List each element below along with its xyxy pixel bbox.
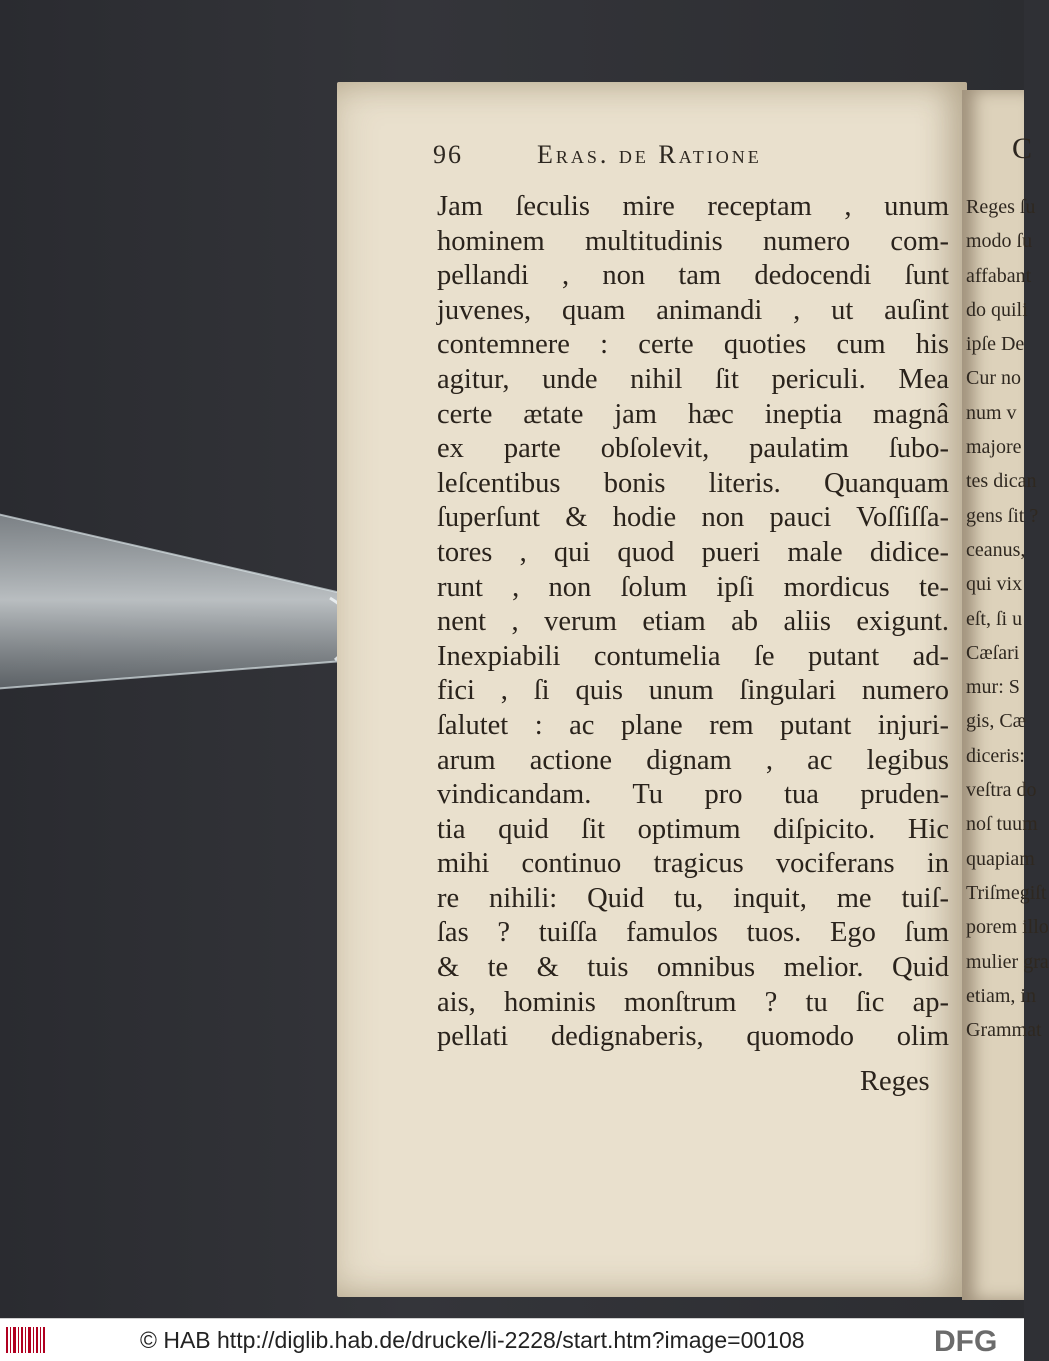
- running-head-title: Eras. de Ratione: [537, 140, 762, 169]
- facing-text-line: noſ tuum: [966, 813, 1038, 836]
- facing-text-line: ipſe De: [966, 333, 1025, 356]
- text-line: leſcentibus bonis literis. Quanquam: [437, 467, 949, 499]
- text-line: contemnere : certe quoties cum his: [437, 329, 949, 361]
- text-line: juvenes, quam animandi , ut auſint: [437, 294, 949, 326]
- facing-text-line: Cur no: [966, 367, 1021, 390]
- text-line: ſalutet : ac plane rem putant injuri-: [437, 709, 949, 741]
- facing-text-line: ceanus,: [966, 538, 1026, 561]
- text-line: ex parte obſolevit, paulatim ſubo-: [437, 433, 949, 465]
- text-line: Inexpiabili contumelia ſe putant ad-: [437, 640, 949, 672]
- dfg-logo: [932, 1325, 1018, 1358]
- facing-text-line: tes dican: [966, 470, 1037, 493]
- facing-text-line: porem illo: [966, 916, 1049, 939]
- text-line: arum actione dignam , ac legibus: [437, 744, 949, 776]
- facing-page-text: [966, 190, 1049, 1047]
- text-line: vindicandam. Tu pro tua pruden-: [437, 779, 949, 811]
- facing-text-line: gis, Cæ: [966, 710, 1027, 733]
- text-line: mihi continuo tragicus vociferans in: [437, 848, 949, 880]
- footer-bar: [0, 1318, 1024, 1361]
- barcode-icon: [6, 1325, 46, 1355]
- catchword: Reges: [860, 1066, 930, 1097]
- text-line: ſas ? tuiſſa famulos tuos. Ego ſum: [437, 917, 949, 949]
- facing-text-line: Cæſari: [966, 641, 1020, 664]
- facing-text-line: mur: S: [966, 676, 1020, 699]
- facing-text-line: Grammat: [966, 1019, 1042, 1042]
- text-line: hominem multitudinis numero com-: [437, 225, 949, 257]
- facing-text-line: mulier gra: [966, 950, 1049, 973]
- text-line: & te & tuis omnibus melior. Quid: [437, 952, 949, 984]
- text-line: Jam ſeculis mire receptam , unum: [437, 191, 949, 222]
- facing-text-line: num v: [966, 401, 1017, 424]
- facing-text-line: modo ſu: [966, 230, 1033, 253]
- facing-text-line: do quili: [966, 298, 1028, 321]
- facing-text-line: gens ſit ?: [966, 504, 1039, 527]
- text-line: ſuperſunt & hodie non pauci Voſſiſſa-: [437, 502, 949, 534]
- text-line: fici , ſi quis unum ſingulari numero: [437, 675, 949, 707]
- facing-page-head: C: [1012, 132, 1033, 165]
- text-line: nent , verum etiam ab aliis exigunt.: [437, 606, 949, 638]
- copyright-link[interactable]: © HAB http://diglib.hab.de/drucke/li-2228/start.htm?image=00108: [140, 1327, 805, 1353]
- facing-text-line: quapiam: [966, 847, 1035, 870]
- facing-text-line: eſt, ſi u: [966, 607, 1023, 630]
- facing-text-line: affabant: [966, 264, 1032, 287]
- facing-text-line: veſtra do: [966, 779, 1037, 802]
- text-line: certe ætate jam hæc ineptia magnâ: [437, 398, 949, 430]
- text-line: agitur, unde nihil ſit periculi. Mea: [437, 363, 949, 395]
- text-line: tia quid ſit optimum diſpicito. Hic: [437, 813, 949, 845]
- text-line: pellandi , non tam dedocendi ſunt: [437, 260, 949, 292]
- text-line: pellati dedignaberis, quomodo olim: [437, 1021, 949, 1053]
- facing-text-line: qui vix: [966, 573, 1023, 596]
- facing-text-line: diceris:: [966, 744, 1025, 767]
- text-line: ais, hominis monſtrum ? tu ſic ap-: [437, 986, 949, 1018]
- text-line: tores , qui quod pueri male didice-: [437, 536, 949, 568]
- facing-text-line: majore: [966, 436, 1022, 459]
- facing-text-line: Triſmegiſt: [966, 881, 1047, 904]
- running-head: [433, 140, 873, 180]
- facing-text-line: etiam, in: [966, 984, 1036, 1007]
- text-line: re nihili: Quid tu, inquit, me tuiſ-: [437, 882, 949, 914]
- text-line: runt , non ſolum ipſi mordicus te-: [437, 571, 949, 603]
- page-body-text: [437, 190, 949, 1055]
- glass-rod-weight: [0, 500, 380, 720]
- facing-text-line: Reges ſu: [966, 196, 1036, 218]
- page-number: 96: [433, 140, 463, 169]
- dfg-logo-text: DFG: [934, 1325, 998, 1358]
